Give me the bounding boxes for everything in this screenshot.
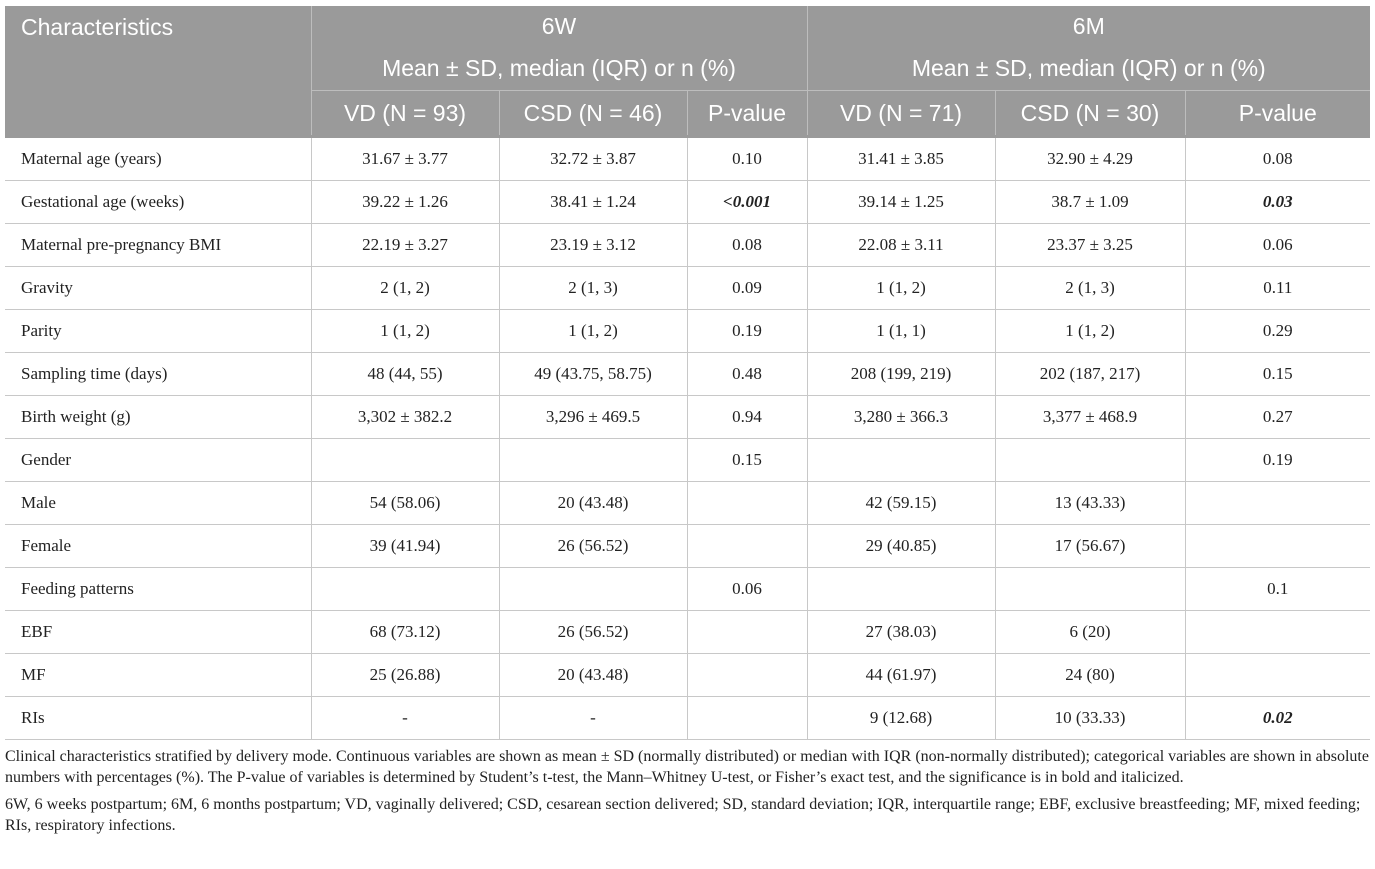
header-csd-6w: CSD (N = 46)	[499, 91, 687, 137]
header-p-6m: P-value	[1185, 91, 1370, 137]
cell-p6m: 0.29	[1185, 310, 1370, 353]
cell-p6w: 0.06	[687, 568, 807, 611]
header-p-6w: P-value	[687, 91, 807, 137]
cell-csd6w: 23.19 ± 3.12	[499, 224, 687, 267]
clinical-characteristics-table	[5, 6, 1370, 740]
table-row	[5, 353, 1370, 396]
cell-vd6m	[807, 568, 995, 611]
cell-vd6m: 39.14 ± 1.25	[807, 181, 995, 224]
header-stat-6w: Mean ± SD, median (IQR) or n (%)	[311, 46, 807, 91]
footnote-description: Clinical characteristics stratified by delivery mode. Continuous variables are shown as mean ± SD (normally distributed) or median with IQR (non-normally distributed); categorical variables are shown in absolute numbers with percentages (%). The P-value of variables is determined by Student’s t-test, the Mann–Whitney U-test, or Fisher’s exact test, and the significance is in bold and italicized.	[5, 748, 1369, 786]
table-row	[5, 181, 1370, 224]
cell-csd6w: 20 (43.48)	[499, 654, 687, 697]
table-row	[5, 396, 1370, 439]
cell-csd6m	[995, 439, 1185, 482]
cell-vd6m: 22.08 ± 3.11	[807, 224, 995, 267]
cell-vd6m	[807, 439, 995, 482]
cell-csd6w: 2 (1, 3)	[499, 267, 687, 310]
cell-vd6m: 27 (38.03)	[807, 611, 995, 654]
cell-vd6m: 44 (61.97)	[807, 654, 995, 697]
header-characteristics: Characteristics	[5, 6, 311, 137]
header-vd-6m: VD (N = 71)	[807, 91, 995, 137]
cell-csd6w: 20 (43.48)	[499, 482, 687, 525]
cell-p6m: 0.02	[1185, 697, 1370, 740]
footnote-abbreviations: 6W, 6 weeks postpartum; 6M, 6 months postpartum; VD, vaginally delivered; CSD, cesarean section delivered; SD, standard deviation; IQR, interquartile range; EBF, exclusive breastfeeding; MF, mixed feeding; RIs, respiratory infections.	[5, 796, 1361, 834]
cell-csd6m: 6 (20)	[995, 611, 1185, 654]
cell-csd6w: 32.72 ± 3.87	[499, 137, 687, 181]
cell-vd6w: 22.19 ± 3.27	[311, 224, 499, 267]
cell-vd6w: -	[311, 697, 499, 740]
row-label: Gender	[5, 439, 311, 482]
cell-p6m: 0.19	[1185, 439, 1370, 482]
cell-p6w: 0.94	[687, 396, 807, 439]
cell-p6m	[1185, 482, 1370, 525]
cell-csd6w: 26 (56.52)	[499, 525, 687, 568]
row-label: Gestational age (weeks)	[5, 181, 311, 224]
cell-csd6m: 23.37 ± 3.25	[995, 224, 1185, 267]
cell-p6w: 0.48	[687, 353, 807, 396]
header-group-6m: 6M	[807, 6, 1370, 46]
table-footnotes	[5, 746, 1370, 836]
cell-vd6w: 1 (1, 2)	[311, 310, 499, 353]
table-row	[5, 224, 1370, 267]
row-label: Maternal pre-pregnancy BMI	[5, 224, 311, 267]
cell-vd6w: 31.67 ± 3.77	[311, 137, 499, 181]
cell-vd6m: 9 (12.68)	[807, 697, 995, 740]
cell-csd6m: 13 (43.33)	[995, 482, 1185, 525]
row-label: Male	[5, 482, 311, 525]
cell-csd6w: 26 (56.52)	[499, 611, 687, 654]
cell-csd6m: 24 (80)	[995, 654, 1185, 697]
cell-csd6m: 10 (33.33)	[995, 697, 1185, 740]
row-label: Parity	[5, 310, 311, 353]
cell-vd6m: 29 (40.85)	[807, 525, 995, 568]
cell-vd6w: 39 (41.94)	[311, 525, 499, 568]
table-row	[5, 525, 1370, 568]
cell-csd6w: 1 (1, 2)	[499, 310, 687, 353]
cell-csd6m: 17 (56.67)	[995, 525, 1185, 568]
cell-csd6m: 202 (187, 217)	[995, 353, 1185, 396]
cell-p6w: <0.001	[687, 181, 807, 224]
cell-p6m	[1185, 525, 1370, 568]
row-label: RIs	[5, 697, 311, 740]
cell-csd6m: 1 (1, 2)	[995, 310, 1185, 353]
cell-vd6w: 3,302 ± 382.2	[311, 396, 499, 439]
cell-p6w: 0.10	[687, 137, 807, 181]
cell-vd6w	[311, 568, 499, 611]
cell-p6w: 0.08	[687, 224, 807, 267]
row-label: Sampling time (days)	[5, 353, 311, 396]
header-csd-6m: CSD (N = 30)	[995, 91, 1185, 137]
cell-p6m	[1185, 611, 1370, 654]
cell-vd6m: 208 (199, 219)	[807, 353, 995, 396]
table-row	[5, 137, 1370, 181]
cell-p6m	[1185, 654, 1370, 697]
cell-csd6m: 2 (1, 3)	[995, 267, 1185, 310]
cell-p6m: 0.06	[1185, 224, 1370, 267]
cell-p6m: 0.08	[1185, 137, 1370, 181]
characteristics-table-container	[5, 6, 1370, 836]
cell-csd6w: -	[499, 697, 687, 740]
table-row	[5, 482, 1370, 525]
row-label: Female	[5, 525, 311, 568]
table-header	[5, 6, 1370, 137]
table-row	[5, 697, 1370, 740]
row-label: Birth weight (g)	[5, 396, 311, 439]
cell-vd6m: 1 (1, 2)	[807, 267, 995, 310]
cell-csd6m: 38.7 ± 1.09	[995, 181, 1185, 224]
cell-vd6m: 42 (59.15)	[807, 482, 995, 525]
row-label: Feeding patterns	[5, 568, 311, 611]
cell-vd6w: 39.22 ± 1.26	[311, 181, 499, 224]
cell-p6m: 0.11	[1185, 267, 1370, 310]
table-body	[5, 137, 1370, 740]
header-group-6w: 6W	[311, 6, 807, 46]
table-row	[5, 568, 1370, 611]
cell-p6m: 0.03	[1185, 181, 1370, 224]
cell-vd6w: 2 (1, 2)	[311, 267, 499, 310]
cell-p6w	[687, 697, 807, 740]
cell-csd6w: 38.41 ± 1.24	[499, 181, 687, 224]
cell-csd6m	[995, 568, 1185, 611]
cell-p6w	[687, 525, 807, 568]
cell-vd6w: 48 (44, 55)	[311, 353, 499, 396]
cell-vd6m: 31.41 ± 3.85	[807, 137, 995, 181]
cell-vd6m: 1 (1, 1)	[807, 310, 995, 353]
cell-p6m: 0.1	[1185, 568, 1370, 611]
cell-csd6m: 3,377 ± 468.9	[995, 396, 1185, 439]
cell-p6w	[687, 654, 807, 697]
header-vd-6w: VD (N = 93)	[311, 91, 499, 137]
cell-p6w: 0.19	[687, 310, 807, 353]
cell-p6w: 0.15	[687, 439, 807, 482]
table-row	[5, 310, 1370, 353]
row-label: Maternal age (years)	[5, 137, 311, 181]
row-label: EBF	[5, 611, 311, 654]
cell-csd6w: 3,296 ± 469.5	[499, 396, 687, 439]
cell-vd6m: 3,280 ± 366.3	[807, 396, 995, 439]
table-row	[5, 611, 1370, 654]
table-row	[5, 654, 1370, 697]
cell-csd6w	[499, 568, 687, 611]
cell-p6m: 0.15	[1185, 353, 1370, 396]
cell-csd6m: 32.90 ± 4.29	[995, 137, 1185, 181]
cell-vd6w	[311, 439, 499, 482]
cell-p6w	[687, 482, 807, 525]
row-label: Gravity	[5, 267, 311, 310]
cell-vd6w: 25 (26.88)	[311, 654, 499, 697]
row-label: MF	[5, 654, 311, 697]
cell-csd6w: 49 (43.75, 58.75)	[499, 353, 687, 396]
cell-csd6w	[499, 439, 687, 482]
cell-p6w	[687, 611, 807, 654]
cell-p6m: 0.27	[1185, 396, 1370, 439]
cell-vd6w: 68 (73.12)	[311, 611, 499, 654]
table-row	[5, 267, 1370, 310]
table-row	[5, 439, 1370, 482]
cell-p6w: 0.09	[687, 267, 807, 310]
cell-vd6w: 54 (58.06)	[311, 482, 499, 525]
header-stat-6m: Mean ± SD, median (IQR) or n (%)	[807, 46, 1370, 91]
